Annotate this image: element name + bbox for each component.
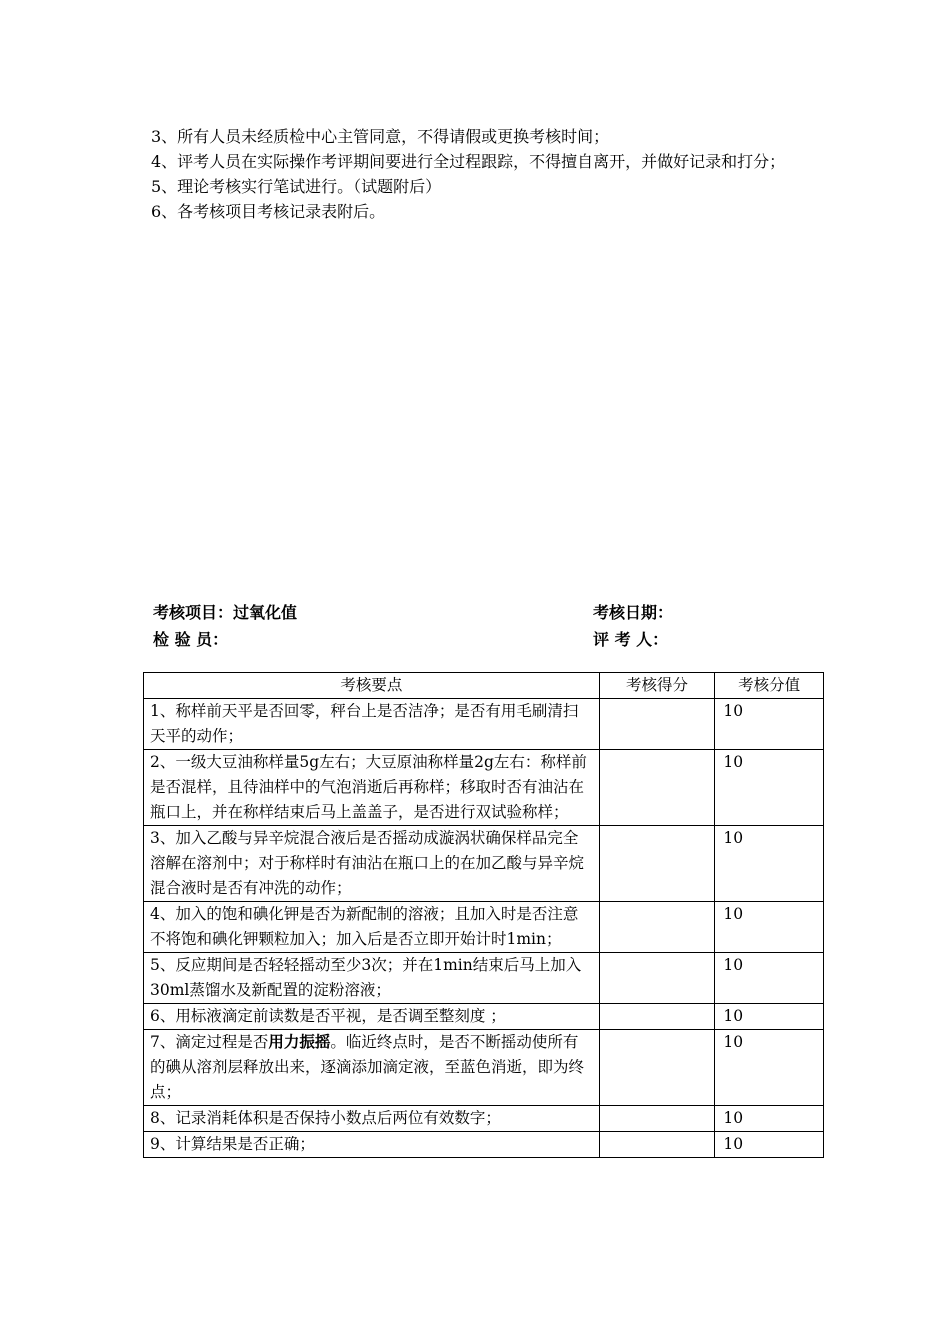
column-header-score: 考核得分 <box>599 673 715 699</box>
inspector-label: 检 验 员： <box>153 630 229 649</box>
point-cell: 4、加入的饱和碘化钾是否为新配制的溶液；且加入时是否注意不将饱和碘化钾颗粒加入；加入后是否立即开始计时1min； <box>144 902 600 953</box>
table-row <box>144 1132 824 1158</box>
table-row <box>144 1030 824 1106</box>
evaluator-label: 评 考 人： <box>593 630 669 649</box>
score-cell[interactable] <box>599 750 715 826</box>
point-cell: 1、称样前天平是否回零，秤台上是否洁净；是否有用毛刷清扫天平的动作； <box>144 699 600 750</box>
point-text-pre: 7、滴定过程是否 <box>150 1033 269 1051</box>
table-row <box>144 902 824 953</box>
score-cell[interactable] <box>599 1132 715 1158</box>
column-header-value: 考核分值 <box>715 673 824 699</box>
value-cell: 10 <box>715 750 824 826</box>
value-cell: 10 <box>715 1106 824 1132</box>
value-cell: 10 <box>715 953 824 1004</box>
value-cell: 10 <box>715 826 824 902</box>
point-cell: 8、记录消耗体积是否保持小数点后两位有效数字； <box>144 1106 600 1132</box>
value-cell: 10 <box>715 699 824 750</box>
rule-item-5: 5、理论考核实行笔试进行。（试题附后） <box>151 177 442 196</box>
value-cell: 10 <box>715 902 824 953</box>
value-cell: 10 <box>715 1004 824 1030</box>
point-text-post: 。临近终点时，是否不断摇动使所有的碘从溶剂层释放出来，逐滴添加滴定液，至蓝色消逝，即为终点； <box>150 1033 585 1101</box>
score-cell[interactable] <box>599 1004 715 1030</box>
project-label: 考核项目：过氧化值 <box>153 603 298 622</box>
point-cell: 5、反应期间是否轻轻摇动至少3次；并在1min结束后马上加入30ml蒸馏水及新配置的淀粉溶液； <box>144 953 600 1004</box>
score-cell[interactable] <box>599 1106 715 1132</box>
table-row <box>144 1004 824 1030</box>
score-cell[interactable] <box>599 953 715 1004</box>
point-cell <box>144 1030 600 1106</box>
point-text-emphasis: 用力振摇 <box>268 1033 331 1051</box>
rule-item-3: 3、所有人员未经质检中心主管同意，不得请假或更换考核时间； <box>151 127 610 146</box>
table-row <box>144 953 824 1004</box>
table-header-row <box>144 673 824 699</box>
assessment-table <box>143 672 824 1158</box>
score-cell[interactable] <box>599 826 715 902</box>
table-row <box>144 826 824 902</box>
rule-item-4: 4、评考人员在实际操作考评期间要进行全过程跟踪，不得擅自离开，并做好记录和打分； <box>151 152 786 171</box>
table-row <box>144 699 824 750</box>
point-cell: 2、一级大豆油称样量5g左右；大豆原油称样量2g左右：称样前是否混样，且待油样中的气泡消逝后再称样；移取时否有油沾在瓶口上，并在称样结束后马上盖盖子，是否进行双试验称样； <box>144 750 600 826</box>
header-row-1 <box>153 599 713 626</box>
header-row-2 <box>153 626 713 653</box>
value-cell: 10 <box>715 1030 824 1106</box>
column-header-points: 考核要点 <box>144 673 600 699</box>
table-row <box>144 750 824 826</box>
rule-item-6: 6、各考核项目考核记录表附后。 <box>151 202 386 221</box>
value-cell: 10 <box>715 1132 824 1158</box>
table-row <box>144 1106 824 1132</box>
score-cell[interactable] <box>599 1030 715 1106</box>
score-cell[interactable] <box>599 902 715 953</box>
point-cell: 6、用标液滴定前读数是否平视，是否调至整刻度 ； <box>144 1004 600 1030</box>
assessment-header <box>153 599 713 653</box>
point-cell: 9、计算结果是否正确； <box>144 1132 600 1158</box>
score-cell[interactable] <box>599 699 715 750</box>
date-label: 考核日期： <box>593 603 674 622</box>
rules-section <box>143 124 823 224</box>
point-cell: 3、加入乙酸与异辛烷混合液后是否摇动成漩涡状确保样品完全溶解在溶剂中；对于称样时有油沾在瓶口上的在加乙酸与异辛烷混合液时是否有冲洗的动作； <box>144 826 600 902</box>
